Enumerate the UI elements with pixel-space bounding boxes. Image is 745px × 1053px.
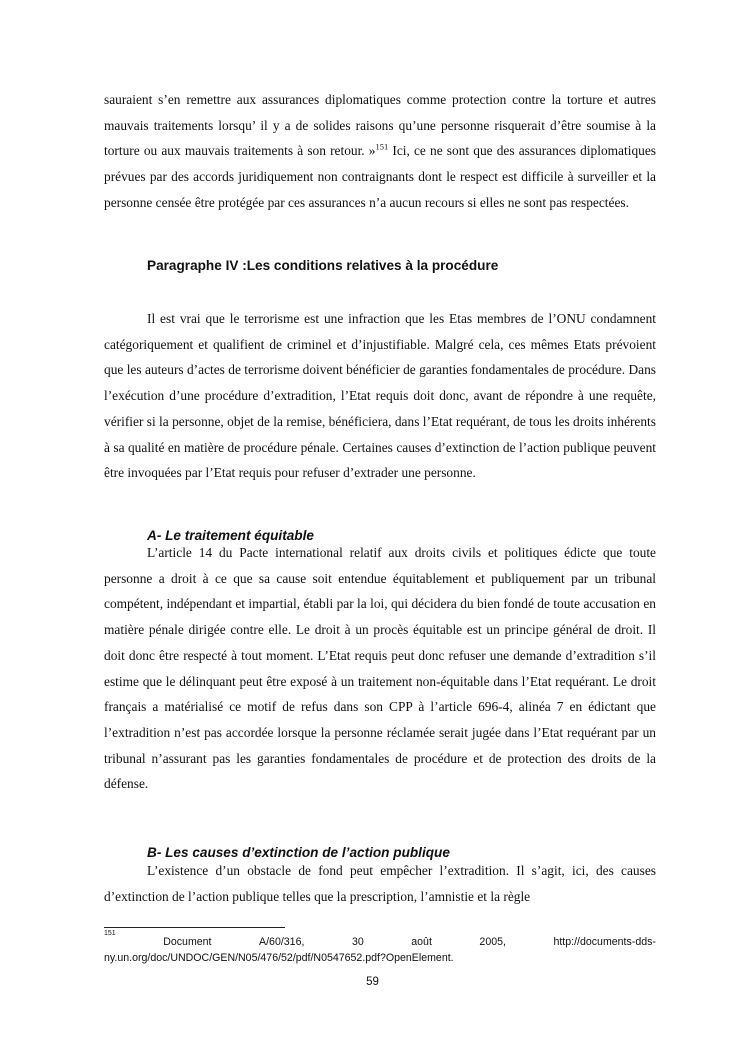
footnote-year: 2005, <box>479 936 506 948</box>
paragraph-4-text: L’existence d’un obstacle de fond peut empêcher l’extradition. Il s’agit, ici, des causes d’extinction de l’action publique telles que la prescription, l’amnistie et la règle <box>104 863 656 904</box>
paragraph-2 <box>104 306 656 486</box>
subheading-b: B- Les causes d’extinction de l’action publique <box>147 845 450 860</box>
section-heading-paragraphe-iv: Paragraphe IV :Les conditions relatives à la procédure <box>147 258 499 273</box>
page-number: 59 <box>366 976 379 988</box>
footnote-number: 151 <box>104 930 116 937</box>
paragraph-2-text: Il est vrai que le terrorisme est une infraction que les Etas membres de l’ONU condamnent catégoriquement et qualifient de criminel et d’injustifiable. Malgré cela, ces mêmes Etats prévoient que les auteurs d’actes de terrorisme doivent bénéficier de garanties fondamentales de procédure. Dans l’exécution d’une procédure d’extradition, l’Etat requis doit donc, avant de répondre à une requête, vérifier si la personne, objet de la remise, bénéficiera, dans l’Etat requérant, de tous les droits inhérents à sa qualité en matière de procédure pénale. Certaines causes d’extinction de l’action publique peuvent être invoquées par l’Etat requis pour refuser d’extrader une personne. <box>104 311 656 481</box>
footnote-reference[interactable]: 151 <box>375 141 389 152</box>
paragraph-3-text: L’article 14 du Pacte international relatif aux droits civils et politiques édicte que toute personne a droit à ce que sa cause soit entendue équitablement et publiquement par un tribunal compétent, indépendant et impartial, établi par la loi, qui décidera du bien fondé de toute accusation en matière pénale dirigée contre elle. Le droit à un procès équitable est un principe général de droit. Il doit donc être respecté à tout moment. L’Etat requis peut donc refuser une demande d’extradition s’il estime que le délinquant peut être exposé à un traitement non-équitable dans l’Etat requérant. Le droit français a matérialisé ce motif de refus dans son CPP à l’article 696-4, alinéa 7 en édictant que l’extradition n’est pas accordée lorsque la personne réclamée serait jugée dans l’Etat requérant par un tribunal n’assurant pas les garanties fondamentales de procédure et de protection des droits de la défense. <box>104 545 656 792</box>
paragraph-3 <box>104 540 656 797</box>
paragraph-1-text-before: sauraient s’en remettre aux assurances diplomatiques comme protection contre la torture et autres mauvais traitements lorsqu’ il y a de solides raisons qu’une personne risquerait d’être soumise à la torture ou aux mauvais traitements à son retour. » <box>104 92 656 159</box>
footnote-url-start[interactable]: http://documents-dds- <box>553 936 656 948</box>
paragraph-1-text-after: Ici, ce ne sont que des assurances diplomatiques prévues par des accords juridiquement non contraignants dont le respect est difficile à surveiller et la personne censée être protégée par ces assurances n’a aucun recours si elles ne sont pas respectées. <box>104 143 656 210</box>
paragraph-1 <box>104 87 656 216</box>
footnote-url-end[interactable]: ny.un.org/doc/UNDOC/GEN/N05/476/52/pdf/N0547652.pdf?OpenElement. <box>104 952 454 964</box>
footnote <box>104 930 656 966</box>
footnote-month: août <box>411 936 432 948</box>
footnote-label: Document <box>163 936 212 948</box>
paragraph-4 <box>104 858 656 909</box>
subheading-a: A- Le traitement équitable <box>147 528 314 543</box>
footnote-day: 30 <box>351 936 364 948</box>
footnote-ref: A/60/316, <box>259 936 305 948</box>
footnote-separator <box>104 927 285 928</box>
